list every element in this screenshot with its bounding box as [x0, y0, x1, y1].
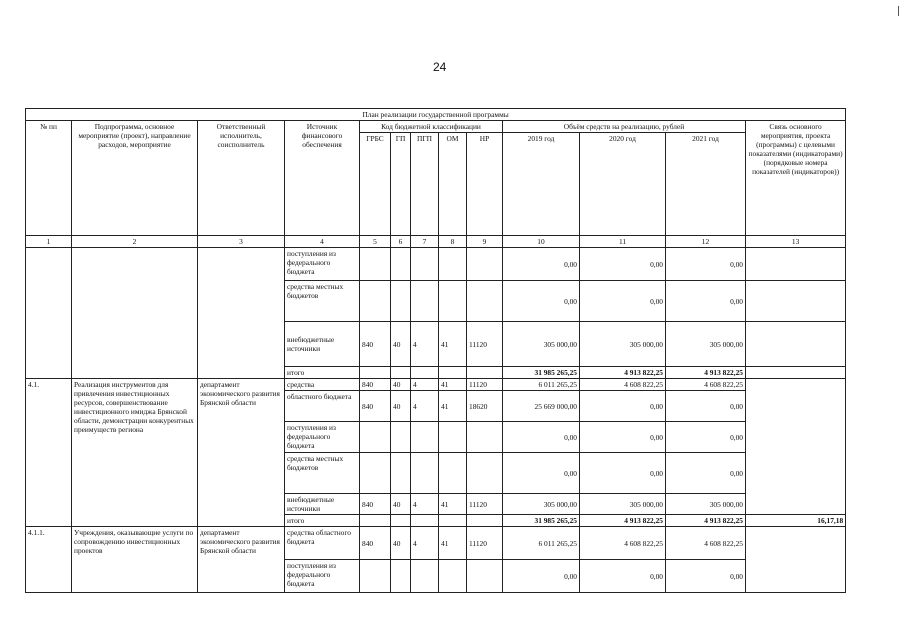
cell-2021: 4 913 822,25 — [666, 367, 746, 379]
col-number: 12 — [666, 236, 746, 248]
header-grbs: ГРБС — [360, 133, 391, 236]
cell-subprogram: Реализация инструментов для привлечения инвестиционных ресурсов, совершенствование инвестиционного имиджа Брянской области, демонстрации конкурентных преимуществ региона — [72, 379, 198, 527]
cell-om: 41 — [439, 379, 467, 391]
col-number: 7 — [411, 236, 439, 248]
cell-source: внебюджетные источники — [285, 494, 360, 515]
cell-link — [746, 367, 846, 379]
col-number: 1 — [26, 236, 72, 248]
cell-2021: 0,00 — [666, 560, 746, 593]
cell-np: 18620 — [467, 391, 503, 422]
cell-2020: 305 000,00 — [580, 494, 666, 515]
cell-2020: 4 608 822,25 — [580, 527, 666, 560]
cell-pgp — [411, 560, 439, 593]
cell-source: средства областного бюджета — [285, 527, 360, 560]
cell-om — [439, 367, 467, 379]
header-2020: 2020 год — [580, 133, 666, 236]
cell-subprogram: Учреждения, оказывающие услуги по сопровождению инвестиционных проектов — [72, 527, 198, 593]
cell-2021: 0,00 — [666, 281, 746, 322]
cell-grbs — [360, 367, 391, 379]
cell-gp — [391, 515, 411, 527]
col-number: 13 — [746, 236, 846, 248]
col-number: 8 — [439, 236, 467, 248]
cell-2019: 0,00 — [503, 560, 580, 593]
cell-2021: 4 608 822,25 — [666, 379, 746, 391]
cell-source: поступления из федерального бюджета — [285, 248, 360, 281]
cell-grbs — [360, 248, 391, 281]
cell-om — [439, 515, 467, 527]
cell-2021: 0,00 — [666, 391, 746, 422]
cell-grbs — [360, 453, 391, 494]
cell-2020: 4 913 822,25 — [580, 515, 666, 527]
cell-gp: 40 — [391, 494, 411, 515]
cell-gp — [391, 367, 411, 379]
page-number: 24 — [433, 60, 447, 74]
cell-num: 4.1.1. — [26, 527, 72, 593]
cell-grbs — [360, 422, 391, 453]
cell-2021: 4 913 822,25 — [666, 515, 746, 527]
col-number: 10 — [503, 236, 580, 248]
cell-responsible: департамент экономического развития Брянской области — [198, 527, 285, 593]
col-number: 5 — [360, 236, 391, 248]
program-plan-table — [25, 108, 846, 593]
cell-om — [439, 422, 467, 453]
cell-2019: 305 000,00 — [503, 494, 580, 515]
cell-om — [439, 281, 467, 322]
cell-link — [746, 527, 846, 593]
header-responsible: Ответственный исполнитель, соисполнитель — [198, 121, 285, 236]
cell-pgp — [411, 453, 439, 494]
cell-source: поступления из федерального бюджета — [285, 422, 360, 453]
col-number: 11 — [580, 236, 666, 248]
cell-pgp: 4 — [411, 527, 439, 560]
cell-gp: 40 — [391, 391, 411, 422]
col-number: 2 — [72, 236, 198, 248]
cell-pgp — [411, 281, 439, 322]
cell-pgp — [411, 422, 439, 453]
cell-2019: 31 985 265,25 — [503, 367, 580, 379]
cell-2019: 0,00 — [503, 422, 580, 453]
cell-grbs: 840 — [360, 494, 391, 515]
header-budget-code: Код бюджетной классификации — [360, 121, 503, 133]
col-number: 9 — [467, 236, 503, 248]
header-gp: ГП — [391, 133, 411, 236]
cell-gp: 40 — [391, 379, 411, 391]
cell-pgp: 4 — [411, 379, 439, 391]
header-link: Связь основного мероприятия, проекта (программы) с целевыми показателями (индикаторами) (порядковые номера показателей (индикаторов)) — [746, 121, 846, 236]
cell-link — [746, 281, 846, 322]
table-row — [26, 379, 846, 391]
cell-2020: 4 608 822,25 — [580, 379, 666, 391]
cell-2021: 0,00 — [666, 453, 746, 494]
cell-gp — [391, 248, 411, 281]
cell-pgp: 4 — [411, 322, 439, 367]
cell-om — [439, 453, 467, 494]
cell-np: 11120 — [467, 322, 503, 367]
header-volume: Объём средств на реализацию, рублей — [503, 121, 746, 133]
cell-pgp — [411, 515, 439, 527]
cell-2020: 0,00 — [580, 422, 666, 453]
cell-gp — [391, 422, 411, 453]
cell-grbs — [360, 515, 391, 527]
cell-gp: 40 — [391, 322, 411, 367]
cell-link — [746, 322, 846, 367]
cell-np — [467, 281, 503, 322]
cell-link — [746, 379, 846, 515]
cell-om: 41 — [439, 527, 467, 560]
cell-om: 41 — [439, 322, 467, 367]
corner-mark — [898, 6, 899, 16]
cell-2021: 305 000,00 — [666, 322, 746, 367]
cell-2019: 25 669 000,00 — [503, 391, 580, 422]
cell-pgp: 4 — [411, 391, 439, 422]
cell-source: областного бюджета — [285, 391, 360, 422]
header-om: ОМ — [439, 133, 467, 236]
cell-grbs: 840 — [360, 379, 391, 391]
cell-source: средства местных бюджетов — [285, 453, 360, 494]
cell-2020: 0,00 — [580, 248, 666, 281]
plan-title: План реализации государственной программы — [26, 109, 846, 121]
cell-np: 11120 — [467, 494, 503, 515]
cell-grbs: 840 — [360, 322, 391, 367]
cell-om — [439, 560, 467, 593]
header-num: № пп — [26, 121, 72, 236]
cell-np — [467, 422, 503, 453]
cell-source: итого — [285, 367, 360, 379]
cell-source: поступления из федерального бюджета — [285, 560, 360, 593]
cell-2020: 0,00 — [580, 391, 666, 422]
cell-source: внебюджетные источники — [285, 322, 360, 367]
header-source: Источник финансового обеспечения — [285, 121, 360, 236]
header-np: НР — [467, 133, 503, 236]
cell-responsible — [198, 248, 285, 379]
cell-2020: 305 000,00 — [580, 322, 666, 367]
cell-2021: 0,00 — [666, 248, 746, 281]
cell-2020: 0,00 — [580, 281, 666, 322]
cell-2019: 305 000,00 — [503, 322, 580, 367]
table-row — [26, 248, 846, 281]
col-number: 3 — [198, 236, 285, 248]
cell-gp — [391, 453, 411, 494]
cell-pgp: 4 — [411, 494, 439, 515]
cell-2020: 0,00 — [580, 453, 666, 494]
cell-2020: 0,00 — [580, 560, 666, 593]
table-row — [26, 527, 846, 560]
cell-2020: 4 913 822,25 — [580, 367, 666, 379]
cell-2019: 6 011 265,25 — [503, 527, 580, 560]
cell-link — [746, 248, 846, 281]
cell-np — [467, 453, 503, 494]
cell-pgp — [411, 248, 439, 281]
cell-np: 11120 — [467, 527, 503, 560]
cell-np — [467, 248, 503, 281]
cell-np — [467, 515, 503, 527]
cell-2019: 6 011 265,25 — [503, 379, 580, 391]
cell-grbs: 840 — [360, 527, 391, 560]
cell-2021: 0,00 — [666, 422, 746, 453]
cell-source: итого — [285, 515, 360, 527]
cell-source: средства — [285, 379, 360, 391]
cell-grbs — [360, 281, 391, 322]
cell-source: средства местных бюджетов — [285, 281, 360, 322]
cell-pgp — [411, 367, 439, 379]
cell-2019: 31 985 265,25 — [503, 515, 580, 527]
cell-gp: 40 — [391, 527, 411, 560]
cell-2019: 0,00 — [503, 281, 580, 322]
cell-gp — [391, 281, 411, 322]
cell-link: 16,17,18 — [746, 515, 846, 527]
header-subprogram: Подпрограмма, основное мероприятие (проект), направление расходов, мероприятие — [72, 121, 198, 236]
cell-2021: 305 000,00 — [666, 494, 746, 515]
cell-responsible: департамент экономического развития Брянской области — [198, 379, 285, 527]
cell-gp — [391, 560, 411, 593]
cell-grbs — [360, 560, 391, 593]
cell-om — [439, 248, 467, 281]
header-pgp: ПГП — [411, 133, 439, 236]
header-2021: 2021 год — [666, 133, 746, 236]
cell-np — [467, 560, 503, 593]
cell-2021: 4 608 822,25 — [666, 527, 746, 560]
header-2019: 2019 год — [503, 133, 580, 236]
cell-np — [467, 367, 503, 379]
cell-om: 41 — [439, 494, 467, 515]
col-number: 4 — [285, 236, 360, 248]
cell-grbs: 840 — [360, 391, 391, 422]
cell-np: 11120 — [467, 379, 503, 391]
cell-2019: 0,00 — [503, 248, 580, 281]
cell-om: 41 — [439, 391, 467, 422]
cell-num — [26, 248, 72, 379]
cell-subprogram — [72, 248, 198, 379]
cell-num: 4.1. — [26, 379, 72, 527]
cell-2019: 0,00 — [503, 453, 580, 494]
col-number: 6 — [391, 236, 411, 248]
